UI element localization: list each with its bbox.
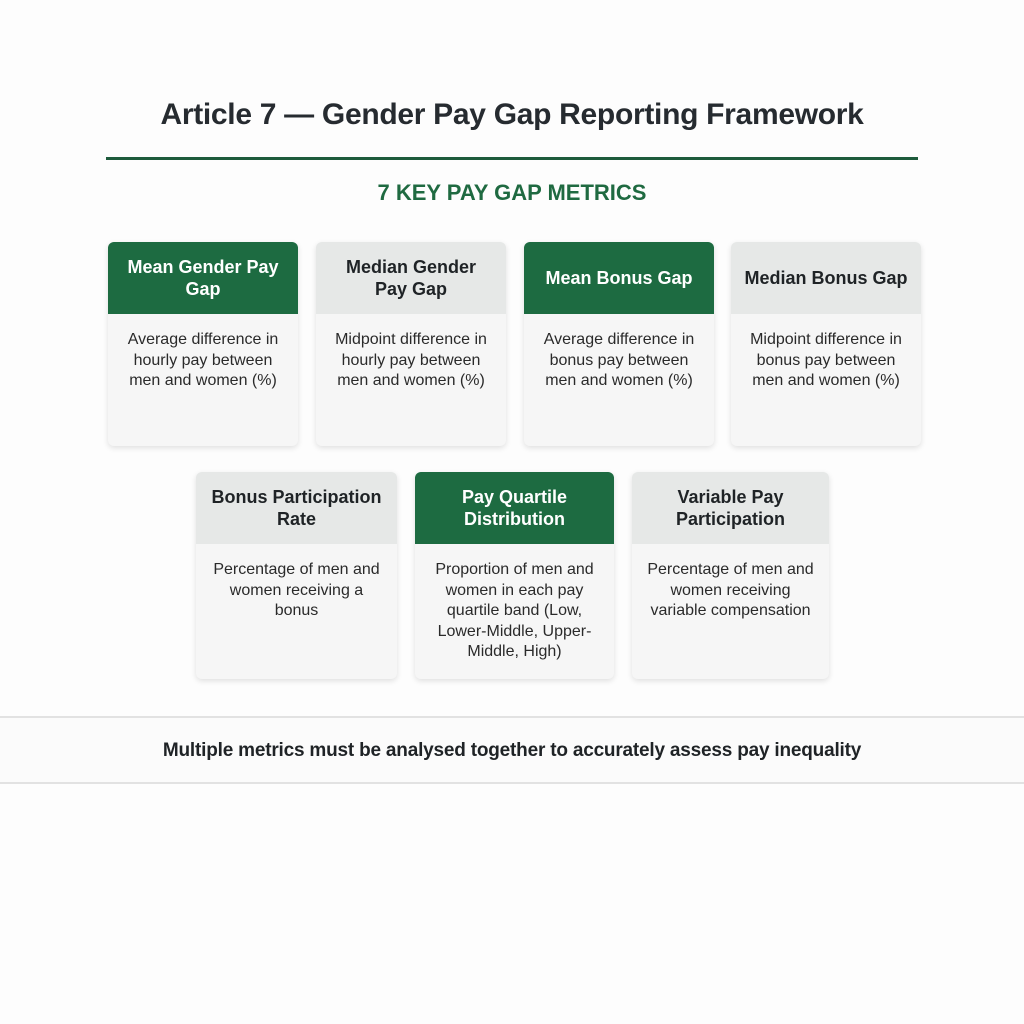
metric-card-description: Average difference in bonus pay between men and women (%) [543,331,695,389]
metric-card-title: Median Gender Pay Gap [316,242,506,314]
metric-card-description: Percentage of men and women receiving variable compensation [647,561,814,619]
page-title: Article 7 — Gender Pay Gap Reporting Framework [160,98,864,131]
title-divider [106,157,918,160]
footer-note: Multiple metrics must be analysed together to accurately assess pay inequality [162,740,862,761]
metric-card-title: Variable Pay Participation [632,472,829,544]
metric-card-description: Average difference in hourly pay between men and women (%) [127,331,279,389]
metric-card-title: Bonus Participation Rate [196,472,397,544]
metric-card-mean-bonus-gap [524,242,714,446]
metric-card-description: Proportion of men and women in each pay quartile band (Low, Lower-Middle, Upper-Middle, High) [435,561,594,660]
section-subtitle: 7 KEY PAY GAP METRICS [377,180,647,205]
metric-card-title: Mean Gender Pay Gap [108,242,298,314]
metric-card-median-gender-pay-gap [316,242,506,446]
metric-card-pay-quartile-distribution [415,472,614,679]
metric-card-description: Midpoint difference in bonus pay between men and women (%) [750,331,902,389]
metric-card-description: Midpoint difference in hourly pay between men and women (%) [335,331,487,389]
metric-card-title: Median Bonus Gap [731,242,921,314]
metric-card-description: Percentage of men and women receiving a bonus [213,561,380,619]
metric-card-title: Mean Bonus Gap [524,242,714,314]
metric-card-title: Pay Quartile Distribution [415,472,614,544]
metric-card-bonus-participation-rate [196,472,397,679]
metric-card-median-bonus-gap [731,242,921,446]
metric-card-mean-gender-pay-gap [108,242,298,446]
metric-card-variable-pay-participation [632,472,829,679]
